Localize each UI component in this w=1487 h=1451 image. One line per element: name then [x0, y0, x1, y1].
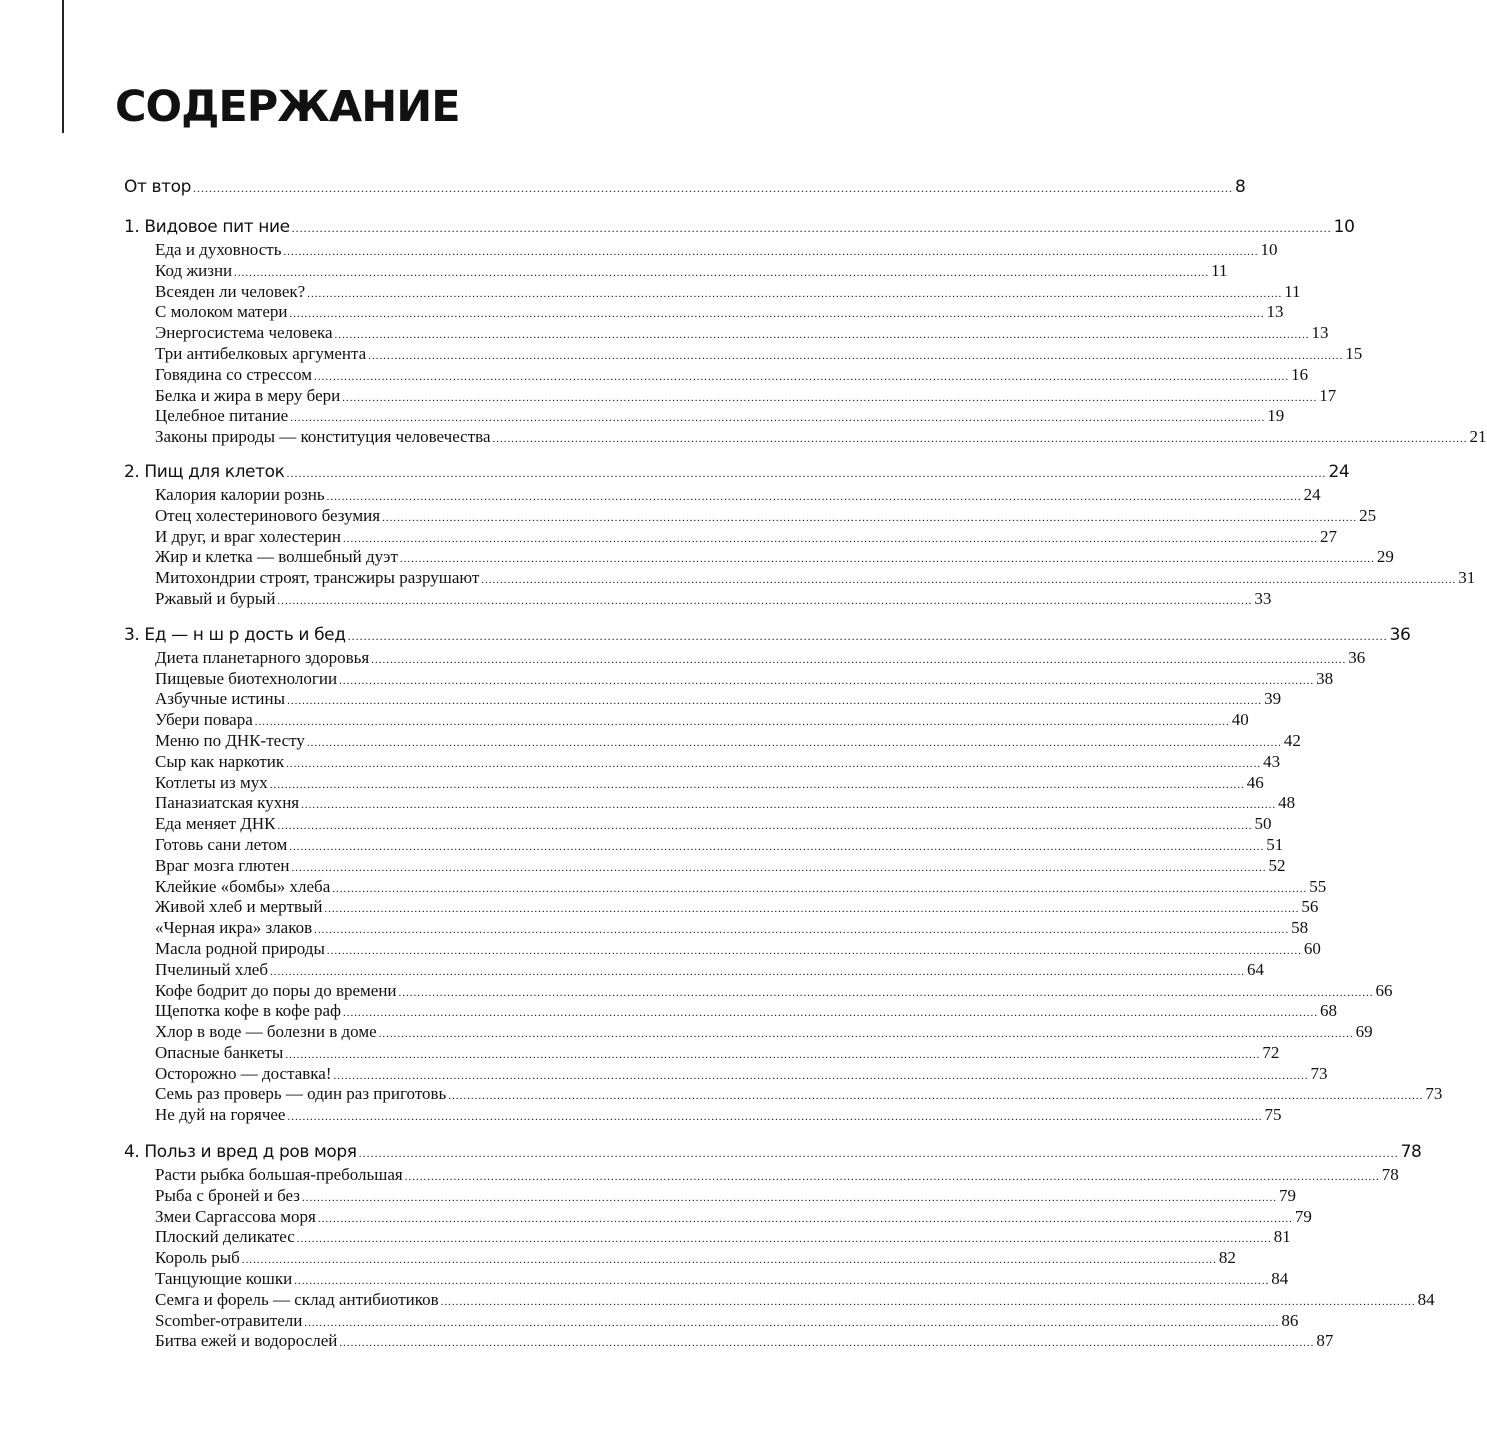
toc-entry — [124, 876, 1327, 898]
toc-entry — [124, 793, 1296, 814]
toc-entry — [124, 959, 1264, 981]
toc-entry — [124, 897, 1319, 918]
toc-entry-page: 73 — [1425, 1084, 1443, 1104]
dot-leader: .................................................................................................................................................................................................................................................................... — [342, 391, 1318, 404]
toc-entry — [124, 1105, 1282, 1126]
dot-leader: .................................................................................................................................................................................................................................................................... — [342, 532, 1318, 545]
toc-section-page: 10 — [1333, 217, 1355, 237]
dot-leader: .................................................................................................................................................................................................................................................................... — [448, 1090, 1424, 1103]
dot-leader: .................................................................................................................................................................................................................................................................... — [307, 287, 1283, 300]
dot-leader: .................................................................................................................................................................................................................................................................... — [277, 820, 1253, 833]
toc-entry — [124, 938, 1321, 960]
toc-section — [124, 214, 1355, 240]
toc-entry-page: 84 — [1417, 1289, 1435, 1309]
toc-entry-page: 72 — [1262, 1042, 1280, 1062]
toc-entry — [124, 588, 1272, 610]
toc-entry-page: 38 — [1316, 668, 1334, 688]
toc-entry-title: Калория калории рознь — [155, 484, 325, 504]
toc-entry-title: Ржавый и бурый — [155, 588, 276, 608]
toc-entry-title: Еда и духовность — [155, 240, 282, 259]
toc-entry-page: 11 — [1284, 281, 1301, 301]
toc-entry — [124, 385, 1337, 407]
dot-leader: .................................................................................................................................................................................................................................................................... — [332, 882, 1308, 895]
dot-leader: .................................................................................................................................................................................................................................................................... — [301, 799, 1277, 812]
toc-entry-page: 25 — [1359, 505, 1377, 525]
toc-entry-page: 29 — [1376, 547, 1394, 567]
section-gap — [124, 448, 890, 459]
toc-section-title: 3. Ед — н ш р дость и бед — [124, 624, 346, 645]
toc-entry-page: 43 — [1263, 751, 1281, 771]
dot-leader: .................................................................................................................................................................................................................................................................... — [440, 1295, 1416, 1308]
toc-entry — [124, 302, 1284, 323]
toc-entry — [124, 568, 1476, 589]
dot-leader: .................................................................................................................................................................................................................................................................... — [291, 861, 1267, 874]
dot-leader: .................................................................................................................................................................................................................................................................... — [326, 944, 1302, 957]
dot-leader: .................................................................................................................................................................................................................................................................... — [404, 1171, 1380, 1184]
dot-leader: .................................................................................................................................................................................................................................................................... — [324, 903, 1300, 916]
toc-section-page: 36 — [1389, 624, 1411, 645]
dot-leader: .................................................................................................................................................................................................................................................................... — [339, 674, 1315, 687]
toc-entry-page: 46 — [1246, 772, 1264, 792]
toc-entry-title: Убери повара — [155, 710, 253, 730]
toc-entry-page: 48 — [1278, 793, 1296, 813]
toc-entry-title: «Черная икра» злаков — [155, 918, 313, 938]
toc-entry-title: Плоский деликатес — [155, 1227, 295, 1247]
toc-entry-page: 50 — [1254, 814, 1272, 834]
dot-leader: .................................................................................................................................................................................................................................................................... — [347, 628, 1388, 643]
toc-entry-page: 39 — [1264, 689, 1282, 709]
toc-section-title: 2. Пищ для клеток — [124, 461, 285, 482]
dot-leader: .................................................................................................................................................................................................................................................................... — [317, 1212, 1293, 1225]
toc-entry-page: 51 — [1266, 834, 1284, 854]
toc-entry-page: 68 — [1320, 1001, 1338, 1021]
toc-entry-page: 10 — [1260, 240, 1278, 259]
toc-entry-page: 13 — [1266, 302, 1284, 322]
toc-entry-title: С молоком матери — [155, 302, 288, 322]
section-gap — [124, 610, 890, 622]
toc-entry-title: Битва ежей и водорослей — [155, 1331, 338, 1351]
toc-section-page: 78 — [1400, 1142, 1422, 1163]
toc-entry-page: 24 — [1303, 484, 1321, 504]
toc-entry — [124, 772, 1264, 794]
toc-entry — [124, 689, 1282, 710]
dot-leader: .................................................................................................................................................................................................................................................................... — [286, 757, 1262, 770]
toc-entry-page: 52 — [1268, 855, 1286, 875]
dot-leader: .................................................................................................................................................................................................................................................................... — [334, 329, 1310, 342]
toc-entry — [124, 710, 1249, 731]
toc-entry-page: 66 — [1375, 980, 1393, 1000]
toc-section-title: 4. Польз и вред д ров моря — [124, 1142, 357, 1163]
dot-leader: .................................................................................................................................................................................................................................................................... — [234, 266, 1210, 279]
toc-entry-page: 58 — [1291, 918, 1309, 938]
toc-entry-title: Отец холестеринового безумия — [155, 505, 381, 525]
toc-entry-page: 73 — [1310, 1063, 1328, 1083]
toc-section — [124, 1139, 1422, 1165]
toc-entry-title: Белка и жира в меру бери — [155, 385, 341, 405]
toc-entry-page: 42 — [1283, 730, 1301, 750]
dot-leader: .................................................................................................................................................................................................................................................................... — [289, 308, 1265, 321]
toc-entry-title: Диета планетарного здоровья — [155, 647, 370, 667]
toc-section-title: От втор — [124, 177, 192, 197]
dot-leader: .................................................................................................................................................................................................................................................................... — [304, 1316, 1280, 1329]
toc-entry-title: Щепотка кофе в кофе раф — [155, 1001, 342, 1021]
toc-entry — [124, 1022, 1373, 1043]
toc-entry — [124, 1206, 1312, 1228]
toc-entry-page: 31 — [1458, 568, 1476, 588]
toc-entry-title: Змеи Саргассова моря — [155, 1206, 316, 1226]
toc-entry-title: Еда меняет ДНК — [155, 814, 276, 834]
toc-entry — [124, 1227, 1291, 1248]
toc-entry-page: 79 — [1294, 1206, 1312, 1226]
toc-entry-page: 17 — [1319, 385, 1337, 405]
toc-entry — [124, 406, 1285, 427]
dot-leader: .................................................................................................................................................................................................................................................................... — [290, 412, 1266, 425]
toc-entry — [124, 427, 1487, 448]
toc-entry-page: 82 — [1218, 1248, 1236, 1268]
toc-entry-title: Масла родной природы — [155, 938, 325, 958]
toc-entry — [124, 668, 1334, 690]
dot-leader: .................................................................................................................................................................................................................................................................... — [371, 653, 1347, 666]
toc-entry-title: Король рыб — [155, 1248, 240, 1268]
toc-entry-title: Расти рыбка большая-пребольшая — [155, 1165, 403, 1185]
toc-entry-title: Не дуй на горячее — [155, 1105, 286, 1125]
dot-leader: .................................................................................................................................................................................................................................................................... — [254, 716, 1230, 729]
toc-entry-page: 56 — [1301, 897, 1319, 917]
dot-leader: .................................................................................................................................................................................................................................................................... — [378, 1028, 1354, 1041]
toc-entry-title: Готовь сани летом — [155, 834, 288, 854]
toc-entry-title: Паназиатская кухня — [155, 793, 300, 813]
toc-entry — [124, 260, 1228, 282]
toc-entry — [124, 1165, 1399, 1186]
dot-leader: .................................................................................................................................................................................................................................................................... — [382, 511, 1358, 524]
toc-entry — [124, 1185, 1296, 1207]
toc-entry-title: Семь раз проверь — один раз приготовь — [155, 1084, 447, 1104]
toc-entry-title: Целебное питание — [155, 406, 289, 426]
toc-entry-page: 33 — [1254, 588, 1272, 608]
dot-leader: .................................................................................................................................................................................................................................................................... — [339, 1337, 1315, 1350]
toc-entry — [124, 855, 1286, 877]
toc-entry — [124, 323, 1329, 344]
page-title: СОДЕРЖАНИЕ — [115, 82, 460, 132]
dot-leader: .................................................................................................................................................................................................................................................................... — [291, 221, 1332, 235]
toc-entry-title: И друг, и враг холестерин — [155, 526, 341, 546]
toc-entry — [124, 364, 1309, 386]
dot-leader: .................................................................................................................................................................................................................................................................... — [343, 1007, 1319, 1020]
dot-leader: .................................................................................................................................................................................................................................................................... — [398, 986, 1374, 999]
toc-entry-title: Осторожно — доставка! — [155, 1063, 332, 1083]
section-gap — [124, 1126, 890, 1139]
toc-entry-title: Scomber-отравители — [155, 1310, 303, 1330]
dot-leader: .................................................................................................................................................................................................................................................................... — [287, 695, 1263, 708]
toc-entry — [124, 547, 1394, 568]
toc-entry-page: 60 — [1303, 938, 1321, 958]
toc-entry-title: Враг мозга глютен — [155, 855, 290, 875]
toc-entry-page: 19 — [1267, 406, 1285, 426]
toc-entry-page: 84 — [1271, 1269, 1289, 1289]
toc-entry — [124, 281, 1301, 303]
dot-leader: .................................................................................................................................................................................................................................................................... — [314, 370, 1290, 383]
toc-entry-title: Рыба с броней и без — [155, 1185, 300, 1205]
toc-section-title: 1. Видовое пит ние — [124, 217, 290, 237]
toc-entry-title: Меню по ДНК-тесту — [155, 730, 305, 750]
toc-entry-page: 78 — [1381, 1165, 1399, 1185]
toc-entry-page: 55 — [1309, 876, 1327, 896]
toc-entry-title: Семга и форель — склад антибиотиков — [155, 1289, 439, 1309]
dot-leader: .................................................................................................................................................................................................................................................................... — [296, 1233, 1272, 1246]
toc-entry-title: Живой хлеб и мертвый — [155, 897, 323, 917]
toc-section — [124, 459, 1350, 485]
toc-entry — [124, 484, 1321, 506]
toc-entry — [124, 1289, 1435, 1311]
toc-entry-page: 36 — [1348, 647, 1366, 667]
table-of-contents — [124, 174, 1487, 1352]
toc-entry-page: 79 — [1279, 1185, 1296, 1205]
toc-entry — [124, 918, 1309, 939]
dot-leader: .................................................................................................................................................................................................................................................................... — [306, 736, 1282, 749]
toc-entry-title: Законы природы — конституция человечества — [155, 427, 491, 447]
dot-leader: .................................................................................................................................................................................................................................................................... — [285, 1048, 1261, 1061]
toc-entry — [124, 240, 1278, 261]
toc-section — [124, 622, 1411, 648]
toc-entry — [124, 1001, 1338, 1022]
dot-leader: .................................................................................................................................................................................................................................................................... — [294, 1275, 1270, 1288]
dot-leader: .................................................................................................................................................................................................................................................................... — [368, 349, 1344, 362]
dot-leader: .................................................................................................................................................................................................................................................................... — [193, 181, 1234, 195]
toc-entry-title: Жир и клетка — волшебный дуэт — [155, 547, 398, 567]
toc-entry-page: 40 — [1231, 710, 1249, 730]
toc-entry-page: 27 — [1319, 526, 1337, 546]
dot-leader: .................................................................................................................................................................................................................................................................... — [314, 924, 1290, 937]
toc-entry — [124, 814, 1272, 835]
toc-entry — [124, 1084, 1443, 1105]
toc-entry-page: 21 — [1469, 427, 1487, 447]
toc-entry-title: Говядина со стрессом — [155, 364, 313, 384]
dot-leader: .................................................................................................................................................................................................................................................................... — [399, 553, 1375, 566]
toc-entry-title: Всеяден ли человек? — [155, 281, 306, 301]
toc-entry — [124, 730, 1301, 752]
toc-entry — [124, 1248, 1236, 1269]
toc-entry — [124, 526, 1337, 548]
toc-entry-title: Опасные банкеты — [155, 1042, 284, 1062]
toc-entry-title: Азбучные истины — [155, 689, 286, 709]
toc-entry — [124, 834, 1284, 856]
dot-leader: .................................................................................................................................................................................................................................................................... — [289, 840, 1265, 853]
dot-leader: .................................................................................................................................................................................................................................................................... — [492, 433, 1468, 446]
toc-entry-page: 15 — [1345, 343, 1363, 363]
toc-entry-page: 86 — [1281, 1310, 1299, 1330]
toc-section-page: 24 — [1328, 461, 1350, 482]
toc-entry-title: Пчелиный хлеб — [155, 959, 268, 979]
toc-entry-title: Сыр как наркотик — [155, 751, 285, 771]
toc-entry — [124, 1310, 1299, 1332]
toc-entry-title: Энергосистема человека — [155, 323, 333, 343]
dot-leader: .................................................................................................................................................................................................................................................................... — [286, 465, 1327, 480]
toc-entry-title: Код жизни — [155, 260, 233, 280]
toc-entry — [124, 1331, 1334, 1352]
dot-leader: .................................................................................................................................................................................................................................................................... — [270, 965, 1245, 978]
toc-entry-page: 69 — [1355, 1022, 1373, 1042]
toc-entry — [124, 1042, 1280, 1064]
dot-leader: .................................................................................................................................................................................................................................................................... — [333, 1069, 1309, 1082]
dot-leader: .................................................................................................................................................................................................................................................................... — [241, 1254, 1217, 1267]
dot-leader: .................................................................................................................................................................................................................................................................... — [481, 574, 1457, 587]
dot-leader: .................................................................................................................................................................................................................................................................... — [269, 778, 1245, 791]
toc-entry-title: Пищевые биотехнологии — [155, 668, 338, 688]
toc-entry-title: Три антибелковых аргумента — [155, 343, 367, 363]
dot-leader: .................................................................................................................................................................................................................................................................... — [277, 594, 1253, 607]
toc-entry — [124, 505, 1377, 527]
toc-section — [124, 174, 1246, 200]
toc-entry — [124, 1269, 1289, 1290]
toc-entry-page: 75 — [1264, 1105, 1282, 1125]
toc-entry-page: 16 — [1291, 364, 1309, 384]
toc-entry-title: Танцующие кошки — [155, 1269, 293, 1289]
toc-entry-title: Митохондрии строят, трансжиры разрушают — [155, 568, 480, 588]
toc-entry — [124, 647, 1366, 669]
dot-leader: .................................................................................................................................................................................................................................................................... — [358, 1146, 1399, 1161]
toc-entry — [124, 751, 1281, 773]
section-gap — [124, 200, 890, 214]
toc-entry-page: 81 — [1273, 1227, 1291, 1247]
margin-rule — [62, 0, 64, 133]
toc-entry-page: 64 — [1247, 959, 1264, 979]
toc-entry-title: Котлеты из мух — [155, 772, 268, 792]
toc-entry — [124, 343, 1363, 365]
toc-entry-page: 87 — [1316, 1331, 1334, 1351]
toc-entry-title: Хлор в воде — болезни в доме — [155, 1022, 377, 1042]
dot-leader: .................................................................................................................................................................................................................................................................... — [302, 1191, 1277, 1204]
toc-entry — [124, 980, 1393, 1002]
toc-entry-title: Клейкие «бомбы» хлеба — [155, 876, 331, 896]
dot-leader: .................................................................................................................................................................................................................................................................... — [283, 246, 1259, 258]
dot-leader: .................................................................................................................................................................................................................................................................... — [326, 490, 1302, 503]
dot-leader: .................................................................................................................................................................................................................................................................... — [287, 1111, 1263, 1124]
toc-entry-title: Кофе бодрит до поры до времени — [155, 980, 397, 1000]
toc-section-page: 8 — [1235, 177, 1246, 197]
toc-entry-page: 11 — [1211, 260, 1228, 280]
toc-entry — [124, 1063, 1328, 1085]
toc-entry-page: 13 — [1311, 323, 1329, 343]
